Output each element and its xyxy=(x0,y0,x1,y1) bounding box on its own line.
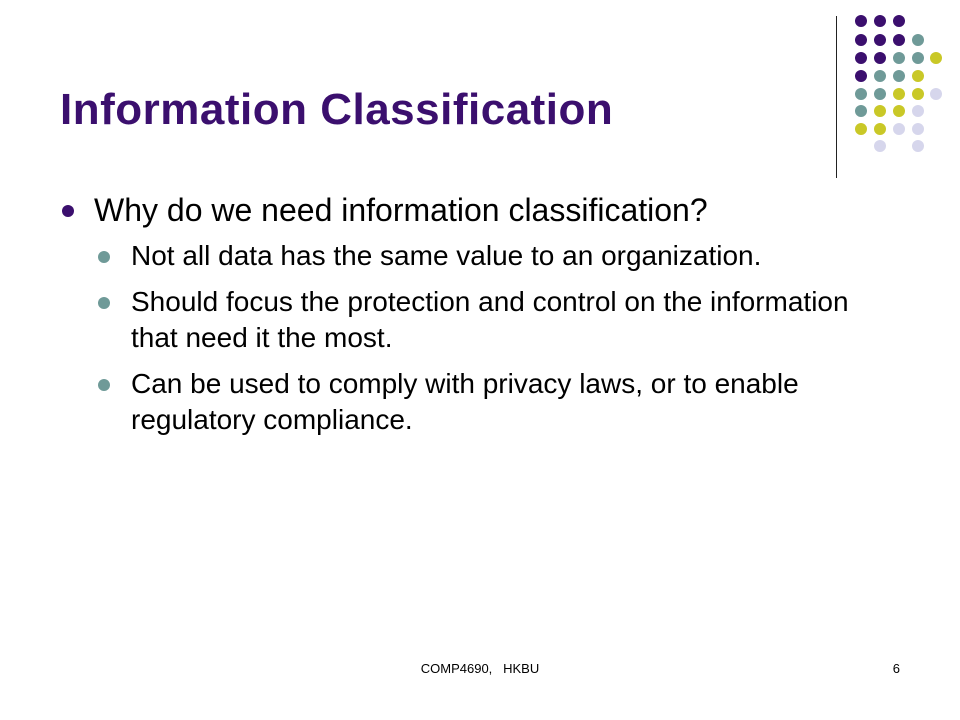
slide-body xyxy=(60,190,880,448)
deco-dot xyxy=(912,70,924,82)
deco-dot xyxy=(855,34,867,46)
deco-dot xyxy=(874,52,886,64)
deco-dot xyxy=(912,140,924,152)
deco-dot xyxy=(893,34,905,46)
sub-bullet-text: Not all data has the same value to an organization. xyxy=(131,240,762,271)
deco-dot xyxy=(855,105,867,117)
deco-dot xyxy=(912,123,924,135)
sub-bullet-item xyxy=(60,284,851,356)
deco-dot xyxy=(874,123,886,135)
deco-dot xyxy=(893,123,905,135)
deco-dot xyxy=(912,88,924,100)
deco-dot xyxy=(855,88,867,100)
slide-title: Information Classification xyxy=(60,85,614,134)
slide-number: 6 xyxy=(892,661,900,676)
deco-dot xyxy=(874,105,886,117)
deco-dot xyxy=(874,70,886,82)
deco-dot xyxy=(930,88,942,100)
deco-dot xyxy=(893,70,905,82)
sub-bullet-item xyxy=(60,366,851,438)
sub-bullet-dot-icon xyxy=(98,379,110,391)
bullet-text: Why do we need information classification? xyxy=(94,192,708,228)
sub-bullet-text: Can be used to comply with privacy laws, or to enable regulatory compliance. xyxy=(131,368,799,435)
deco-dot xyxy=(874,15,886,27)
deco-dot xyxy=(893,105,905,117)
deco-dot xyxy=(893,15,905,27)
deco-dot xyxy=(855,123,867,135)
deco-dot xyxy=(912,52,924,64)
deco-dot xyxy=(893,52,905,64)
footer-course-label: COMP4690, HKBU xyxy=(420,661,540,676)
deco-dot xyxy=(893,88,905,100)
bullet-dot-icon xyxy=(62,205,74,217)
deco-dot xyxy=(912,105,924,117)
sub-bullet-item xyxy=(60,238,851,274)
bullet-item xyxy=(60,190,880,230)
sub-bullet-list xyxy=(60,238,880,438)
sub-bullet-text: Should focus the protection and control on the information that need it the most. xyxy=(131,286,849,353)
title-divider-line xyxy=(836,16,837,178)
deco-dot xyxy=(855,52,867,64)
sub-bullet-dot-icon xyxy=(98,297,110,309)
deco-dot xyxy=(874,140,886,152)
deco-dot xyxy=(855,70,867,82)
deco-dot xyxy=(912,34,924,46)
deco-dot xyxy=(855,15,867,27)
sub-bullet-dot-icon xyxy=(98,251,110,263)
deco-dot xyxy=(930,52,942,64)
deco-dot xyxy=(874,34,886,46)
deco-dot xyxy=(874,88,886,100)
